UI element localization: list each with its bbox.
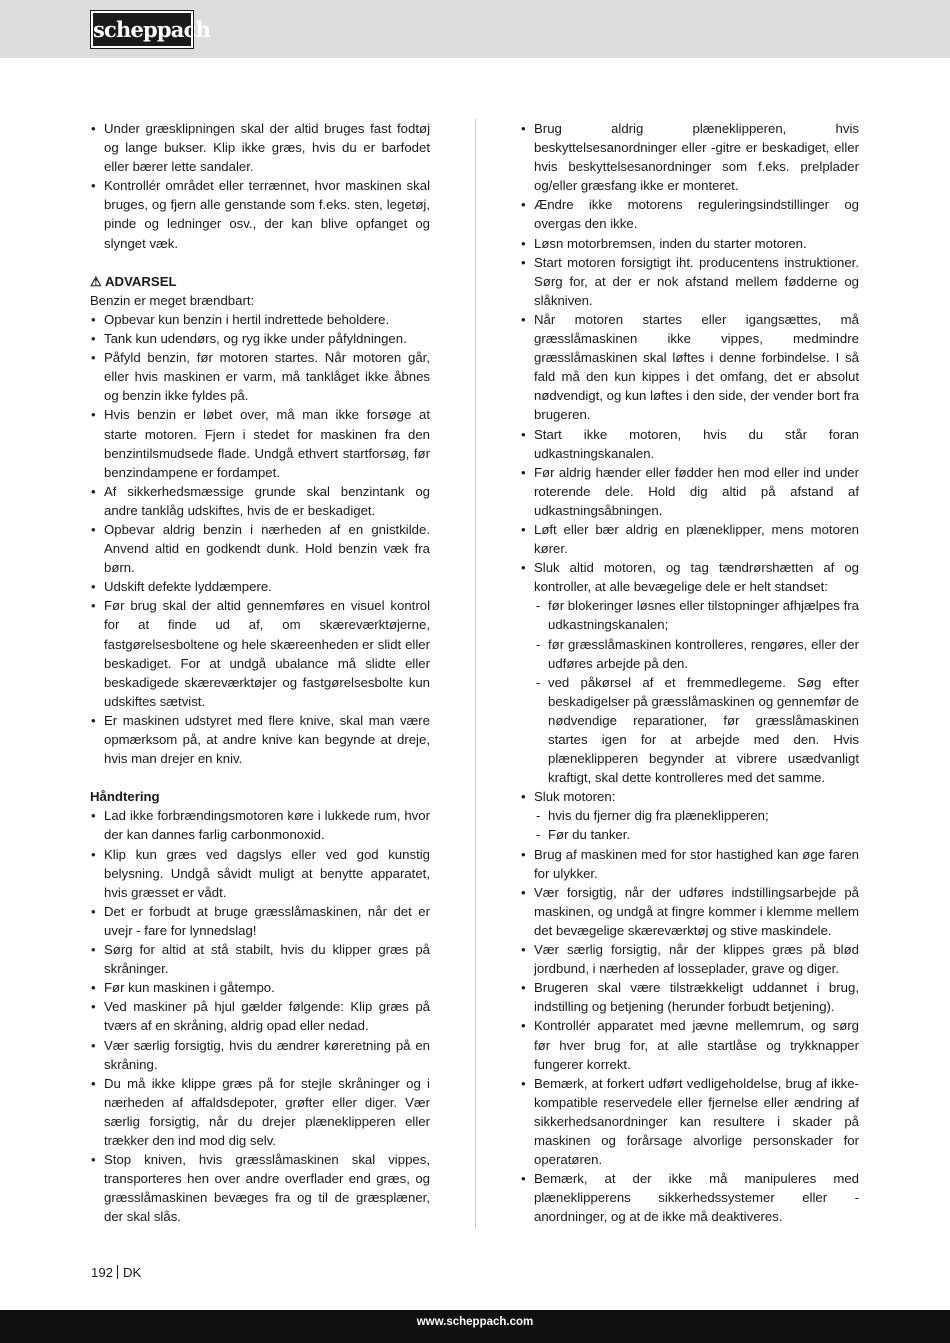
- list-item: • Ved maskiner på hjul gælder følgende: Klip græs på tværs af en skråning, aldrig opad eller nedad.: [90, 997, 430, 1035]
- list-item: • Det er forbudt at bruge græsslåmaskinen, når det er uvejr - fare for lynnedslag!: [90, 902, 430, 940]
- list-item: • Opbevar aldrig benzin i nærheden af en gnistkilde. Anvend altid en godkendt dunk. Hold benzin væk fra børn.: [90, 520, 430, 577]
- list-item-stop-engine: [520, 558, 859, 787]
- handling-list: [90, 806, 430, 1226]
- list-item: • Bemærk, at der ikke må manipuleres med plæneklipperens sikkerhedssystemer eller -anordninger, og at de ikke må deaktiveres.: [520, 1169, 859, 1226]
- list-item: • Påfyld benzin, før motoren startes. Når motoren går, eller hvis maskinen er varm, må tanklåget ikke åbnes og benzin ikke fyldes på.: [90, 348, 430, 405]
- warning-intro: Benzin er meget brændbart:: [90, 292, 255, 308]
- sub-list-item: - hvis du fjerner dig fra plæneklipperen;: [534, 806, 859, 825]
- list-item: • Brug aldrig plæneklipperen, hvis beskyttelsesanordninger eller -gitre er beskadiget, eller hvis beskyttelsesanordninger som f.eks. prelplader og/eller græsfang ikke er monteret.: [520, 119, 859, 195]
- list-item: • Tank kun udendørs, og ryg ikke under påfyldningen.: [90, 329, 430, 348]
- list-item: • Før aldrig hænder eller fødder hen mod eller ind under roterende dele. Hold dig altid på afstand af udkastningsåbningen.: [520, 463, 859, 520]
- list-item: • Start motoren forsigtigt iht. producentens instruktioner. Sørg for, at der er nok afstand mellem fødderne og slåkniven.: [520, 253, 859, 310]
- warning-title: ADVARSEL: [105, 273, 177, 289]
- handling-heading: Håndtering: [90, 789, 160, 805]
- sub-list-item: - Før du tanker.: [534, 825, 859, 844]
- list-item-text: Sluk motoren:: [534, 789, 616, 805]
- website-link[interactable]: www.scheppach.com: [416, 1316, 534, 1328]
- safety-list: [520, 119, 859, 1226]
- list-item: • Kontrollér området eller terrænnet, hvor maskinen skal bruges, og fjern alle genstande som f.eks. sten, legetøj, pinde og ledninger osv., der kan blive opfanget og slynget væk.: [90, 176, 430, 252]
- left-column: [90, 119, 430, 1226]
- list-item: • Stop kniven, hvis græsslåmaskinen skal vippes, transporteres hen over andre overflader end græs, og græsslåmaskinen bevæges fra og til de græsplæner, der skal slås.: [90, 1150, 430, 1226]
- column-divider: [475, 119, 476, 1229]
- page-number: 192: [91, 1265, 114, 1280]
- list-item: • Brug af maskinen med for stor hastighed kan øge faren for ulykker.: [520, 845, 859, 883]
- list-item-stop-motor: [520, 787, 859, 844]
- list-item: • Opbevar kun benzin i hertil indrettede beholdere.: [90, 310, 430, 329]
- list-item-text: Sluk altid motoren, og tag tændrørshætten af og kontroller, at alle bevægelige dele er helt standset:: [534, 560, 859, 595]
- list-item: • Klip kun græs ved dagslys eller ved god kunstig belysning. Undgå såvidt muligt at benytte apparatet, hvis græsset er vådt.: [90, 845, 430, 902]
- intro-list: [90, 119, 430, 253]
- list-item: • Før kun maskinen i gåtempo.: [90, 978, 430, 997]
- scheppach-logo: scheppach: [91, 11, 193, 48]
- list-item: • Hvis benzin er løbet over, må man ikke forsøge at starte motoren. Fjern i stedet for maskinen fra den benzintilsmudsede flade. Undgå ethvert startforsøg, før benzindampene er fordampet.: [90, 405, 430, 481]
- page-footer: [91, 1265, 141, 1280]
- sub-list-item: - før græsslåmaskinen kontrolleres, rengøres, eller der udføres arbejde på den.: [534, 635, 859, 673]
- list-item: • Kontrollér apparatet med jævne mellemrum, og sørg før hver brug for, at alle startlåse og trykknapper fungerer korrekt.: [520, 1016, 859, 1073]
- right-column: [520, 119, 859, 1226]
- sub-list: [534, 596, 859, 787]
- list-item: • Løsn motorbremsen, inden du starter motoren.: [520, 234, 859, 253]
- sub-list: [534, 806, 859, 844]
- sub-list-item: - ved påkørsel af et fremmedlegeme. Søg efter beskadigelser på græsslåmaskinen og gennemfør de nødvendige reparationer, før græsslåmaskinen startes igen for at arbejde med den. Hvis plæneklipperen begynder at vibrere usædvanligt kraftigt, skal dette kontrolleres med det samme.: [534, 673, 859, 788]
- warning-heading: [90, 272, 430, 291]
- warning-list: [90, 310, 430, 768]
- footer-bar: [0, 1310, 950, 1343]
- list-item: • Under græsklipningen skal der altid bruges fast fodtøj og lange bukser. Klip ikke græs, hvis du er barfodet eller bærer lette sandaler.: [90, 119, 430, 176]
- list-item: • Vær forsigtig, når der udføres indstillingsarbejde på maskinen, og undgå at fingre kommer i klemme mellem det bevægelige skæreværktøj og stive maskindele.: [520, 883, 859, 940]
- list-item: • Løft eller bær aldrig en plæneklipper, mens motoren kører.: [520, 520, 859, 558]
- list-item: • Ændre ikke motorens reguleringsindstillinger og overgas den ikke.: [520, 195, 859, 233]
- sub-list-item: - før blokeringer løsnes eller tilstopninger afhjælpes fra udkastningskanalen;: [534, 596, 859, 634]
- list-item: • Start ikke motoren, hvis du står foran udkastningskanalen.: [520, 425, 859, 463]
- footer-separator: [117, 1265, 118, 1279]
- page-header: [0, 0, 950, 58]
- list-item: • Før brug skal der altid gennemføres en visuel kontrol for at finde ud af, om skæreværktøjerne, fastgørelsesboltene og hele skæreenheden er slidt eller beskadiget. For at undgå ubalance må slidte eller beskadigede skæreværktøjer og fastgørelsesbolte kun udskiftes sætvist.: [90, 596, 430, 711]
- language-code: DK: [123, 1265, 142, 1280]
- list-item: • Af sikkerhedsmæssige grunde skal benzintank og andre tanklåg udskiftes, hvis de er beskadiget.: [90, 482, 430, 520]
- list-item: • Når motoren startes eller igangsættes, må græsslåmaskinen ikke vippes, medmindre græsslåmaskinen skal løftes i denne forbindelse. I så fald må den kun kippes i det omfang, det er absolut nødvendigt, og kun løftes i den side, der vender bort fra brugeren.: [520, 310, 859, 425]
- list-item: • Sørg for altid at stå stabilt, hvis du klipper græs på skråninger.: [90, 940, 430, 978]
- list-item: • Vær særlig forsigtig, når der klippes græs på blød jordbund, i nærheden af losseplader, grave og diger.: [520, 940, 859, 978]
- list-item: • Brugeren skal være tilstrækkeligt uddannet i brug, indstilling og betjening (herunder forbudt betjening).: [520, 978, 859, 1016]
- list-item: • Lad ikke forbrændingsmotoren køre i lukkede rum, hvor der kan dannes farlig carbonmonoxid.: [90, 806, 430, 844]
- warning-triangle-icon: ⚠: [90, 273, 102, 289]
- list-item: • Bemærk, at forkert udført vedligeholdelse, brug af ikke-kompatible reservedele eller fjernelse eller ændring af sikkerhedsanordninger kan resultere i skader på maskinen og forårsage alvorlige personskader for operatøren.: [520, 1074, 859, 1169]
- list-item: • Udskift defekte lyddæmpere.: [90, 577, 430, 596]
- list-item: • Er maskinen udstyret med flere knive, skal man være opmærksom på, at andre knive kan begynde at dreje, hvis man drejer en kniv.: [90, 711, 430, 768]
- list-item: • Vær særlig forsigtig, hvis du ændrer køreretning på en skråning.: [90, 1036, 430, 1074]
- list-item: • Du må ikke klippe græs på for stejle skråninger og i nærheden af affaldsdepoter, grøfter eller diger. Vær særlig forsigtig, når du drejer plæneklipperen eller trækker den ind mod dig selv.: [90, 1074, 430, 1150]
